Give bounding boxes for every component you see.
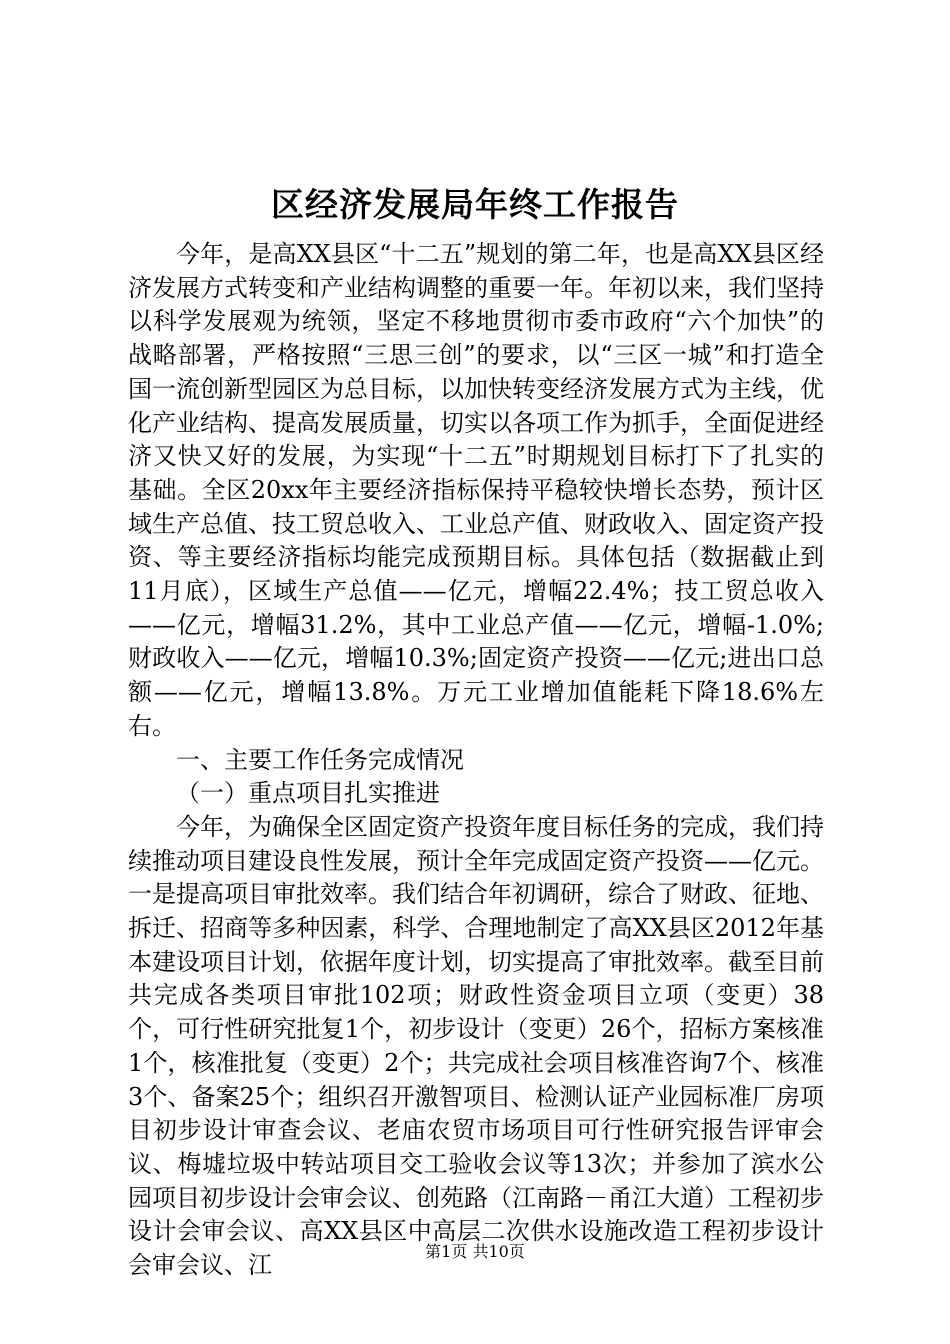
project-paragraph: 今年，为确保全区固定资产投资年度目标任务的完成，我们持续推动项目建设良性发展，预计全年完成固定资产投资——亿元。一是提高项目审批效率。我们结合年初调研，综合了财政、征地、拆迁、招商等多种因素，科学、合理地制定了高XX县区2012年基本建设项目计划，依据年度计划，切实提高了审批效率。截至目前共完成各类项目审批102项；财政性资金项目立项（变更）38个，可行性研究批复1个，初步设计（变更）26个，招标方案核准1个，核准批复（变更）2个；共完成社会项目核准咨询7个、核准3个、备案25个；组织召开激智项目、检测认证产业园标准厂房项目初步设计审查会议、老庙农贸市场项目可行性研究报告评审会议、梅墟垃圾中转站项目交工验收会议等13次；并参加了滨水公园项目初步设计会审会议、创苑路（江南路－甬江大道）工程初步设计会审会议、高XX县区中高层二次供水设施改造工程初步设计会审会议、江 bbox=[128, 812, 824, 1280]
document-body bbox=[128, 238, 824, 1283]
document-title: 区经济发展局年终工作报告 bbox=[271, 185, 679, 224]
subsection-heading: （一）重点项目扎实推进 bbox=[176, 779, 440, 808]
section-heading: 一、主要工作任务完成情况 bbox=[176, 745, 464, 774]
page-number-current: 第1页 bbox=[425, 1242, 468, 1261]
page-number-total: 共10页 bbox=[472, 1242, 525, 1261]
page-footer bbox=[0, 1240, 950, 1264]
intro-paragraph: 今年，是高XX县区“十二五”规划的第二年，也是高XX县区经济发展方式转变和产业结构调整的重要一年。年初以来，我们坚持以科学发展观为统领，坚定不移地贯彻市委市政府“六个加快”的战略部署，严格按照“三思三创”的要求，以“三区一城”和打造全国一流创新型园区为总目标，以加快转变经济发展方式为主线，优化产业结构、提高发展质量，切实以各项工作为抓手，全面促进经济又快又好的发展，为实现“十二五”时期规划目标打下了扎实的基础。全区20xx年主要经济指标保持平稳较快增长态势，预计区域生产总值、技工贸总收入、工业总产值、财政收入、固定资产投资、等主要经济指标均能完成预期目标。具体包括（数据截止到11月底），区域生产总值——亿元，增幅22.4%；技工贸总收入——亿元，增幅31.2%，其中工业总产值——亿元，增幅-1.0%;财政收入——亿元，增幅10.3%;固定资产投资——亿元;进出口总额——亿元，增幅13.8%。万元工业增加值能耗下降18.6%左右。 bbox=[128, 240, 824, 740]
